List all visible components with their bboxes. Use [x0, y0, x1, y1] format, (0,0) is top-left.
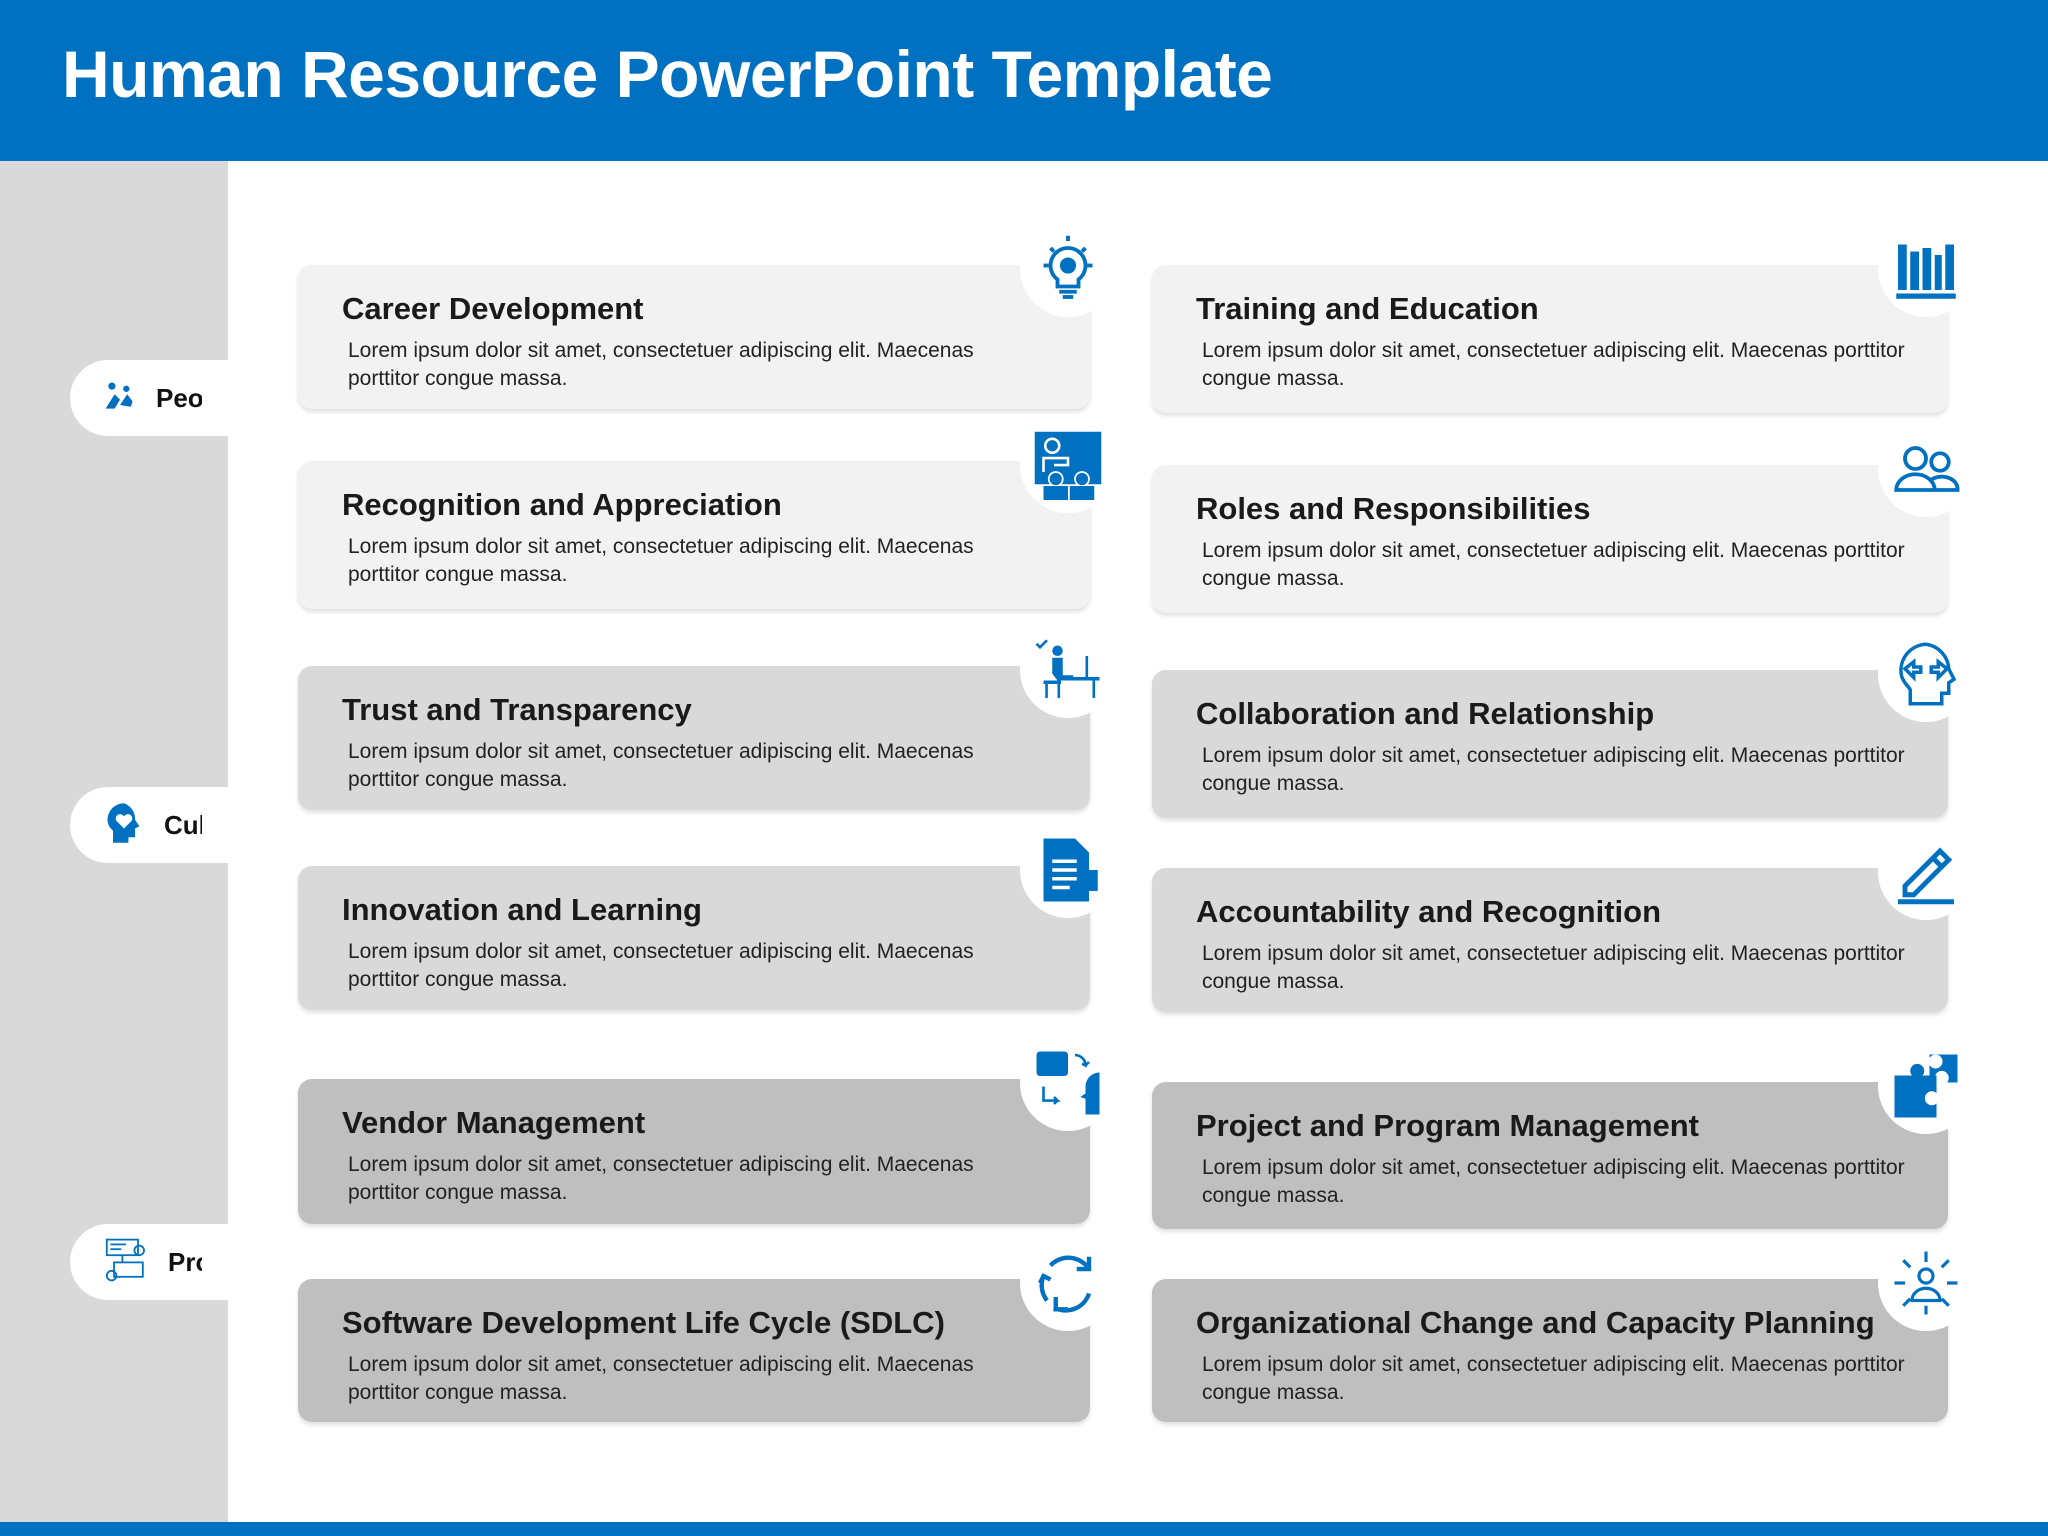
card-body: Lorem ipsum dolor sit amet, consectetuer adipiscing elit. Maecenas porttitor congue massa. — [1202, 1353, 1905, 1404]
card-body: Lorem ipsum dolor sit amet, consectetuer adipiscing elit. Maecenas porttitor congue massa. — [1202, 744, 1905, 795]
cycle-arrows-icon — [1020, 1235, 1116, 1331]
people-icon — [102, 378, 138, 419]
card-title: Accountability and Recognition — [1196, 894, 1662, 929]
hr-card — [1152, 1279, 1948, 1422]
card-title: Software Development Life Cycle (SDLC) — [342, 1305, 945, 1340]
card-body: Lorem ipsum dolor sit amet, consectetuer adipiscing elit. Maecenas porttitor congue massa. — [348, 1353, 974, 1404]
hr-card — [1152, 868, 1948, 1012]
card-title: Recognition and Appreciation — [342, 487, 782, 522]
hr-card — [298, 265, 1090, 409]
card-body: Lorem ipsum dolor sit amet, consectetuer adipiscing elit. Maecenas porttitor congue massa. — [348, 1153, 974, 1204]
heart-head-icon — [102, 801, 146, 850]
puzzle-icon — [1878, 1038, 1974, 1134]
hr-card — [298, 666, 1090, 810]
category-label: Process — [168, 1246, 270, 1277]
card-title: Training and Education — [1196, 291, 1539, 326]
lightbulb-gear-icon — [1020, 221, 1116, 317]
process-flow-icon — [102, 1236, 150, 1289]
hr-card — [298, 866, 1090, 1010]
card-body: Lorem ipsum dolor sit amet, consectetuer adipiscing elit. Maecenas porttitor congue massa. — [1202, 942, 1905, 993]
hr-card — [298, 1079, 1090, 1224]
hr-card — [1152, 465, 1948, 613]
category-tab-culture — [70, 787, 270, 863]
card-title: Project and Program Management — [1196, 1108, 1700, 1143]
page-title: Human Resource PowerPoint Template — [62, 37, 1273, 111]
hr-card — [298, 1279, 1090, 1422]
users-icon — [1878, 421, 1974, 517]
head-arrows-icon — [1878, 626, 1974, 722]
card-title: Career Development — [342, 291, 644, 326]
hr-card — [298, 461, 1090, 609]
vendor-exchange-icon — [1020, 1035, 1116, 1131]
category-tab-people — [70, 360, 270, 436]
document-icon — [1020, 822, 1116, 918]
books-icon — [1878, 221, 1974, 317]
card-title: Roles and Responsibilities — [1196, 491, 1591, 526]
presenter-icon — [1020, 417, 1116, 513]
header-bar — [0, 0, 2048, 161]
card-body: Lorem ipsum dolor sit amet, consectetuer adipiscing elit. Maecenas porttitor congue massa. — [1202, 339, 1905, 390]
person-focus-icon — [1878, 1235, 1974, 1331]
category-label: People — [156, 382, 242, 413]
card-title: Collaboration and Relationship — [1196, 696, 1655, 731]
card-body: Lorem ipsum dolor sit amet, consectetuer adipiscing elit. Maecenas porttitor congue massa. — [348, 535, 974, 586]
hr-card — [1152, 1082, 1948, 1229]
card-body: Lorem ipsum dolor sit amet, consectetuer adipiscing elit. Maecenas porttitor congue massa. — [348, 940, 974, 991]
pencil-icon — [1878, 824, 1974, 920]
card-body: Lorem ipsum dolor sit amet, consectetuer adipiscing elit. Maecenas porttitor congue massa. — [348, 339, 974, 390]
category-tab-process — [70, 1224, 270, 1300]
footer-bar — [0, 1522, 2048, 1536]
card-body: Lorem ipsum dolor sit amet, consectetuer adipiscing elit. Maecenas porttitor congue massa. — [1202, 539, 1905, 590]
card-body: Lorem ipsum dolor sit amet, consectetuer adipiscing elit. Maecenas porttitor congue massa. — [348, 740, 974, 791]
card-title: Trust and Transparency — [342, 692, 692, 727]
worker-desk-icon — [1020, 622, 1116, 718]
card-title: Innovation and Learning — [342, 892, 702, 927]
hr-card — [1152, 670, 1948, 818]
card-title: Organizational Change and Capacity Planning — [1196, 1305, 1875, 1340]
hr-card — [1152, 265, 1948, 413]
card-title: Vendor Management — [342, 1105, 646, 1140]
category-label: Culture — [164, 809, 255, 840]
card-body: Lorem ipsum dolor sit amet, consectetuer adipiscing elit. Maecenas porttitor congue massa. — [1202, 1156, 1905, 1207]
